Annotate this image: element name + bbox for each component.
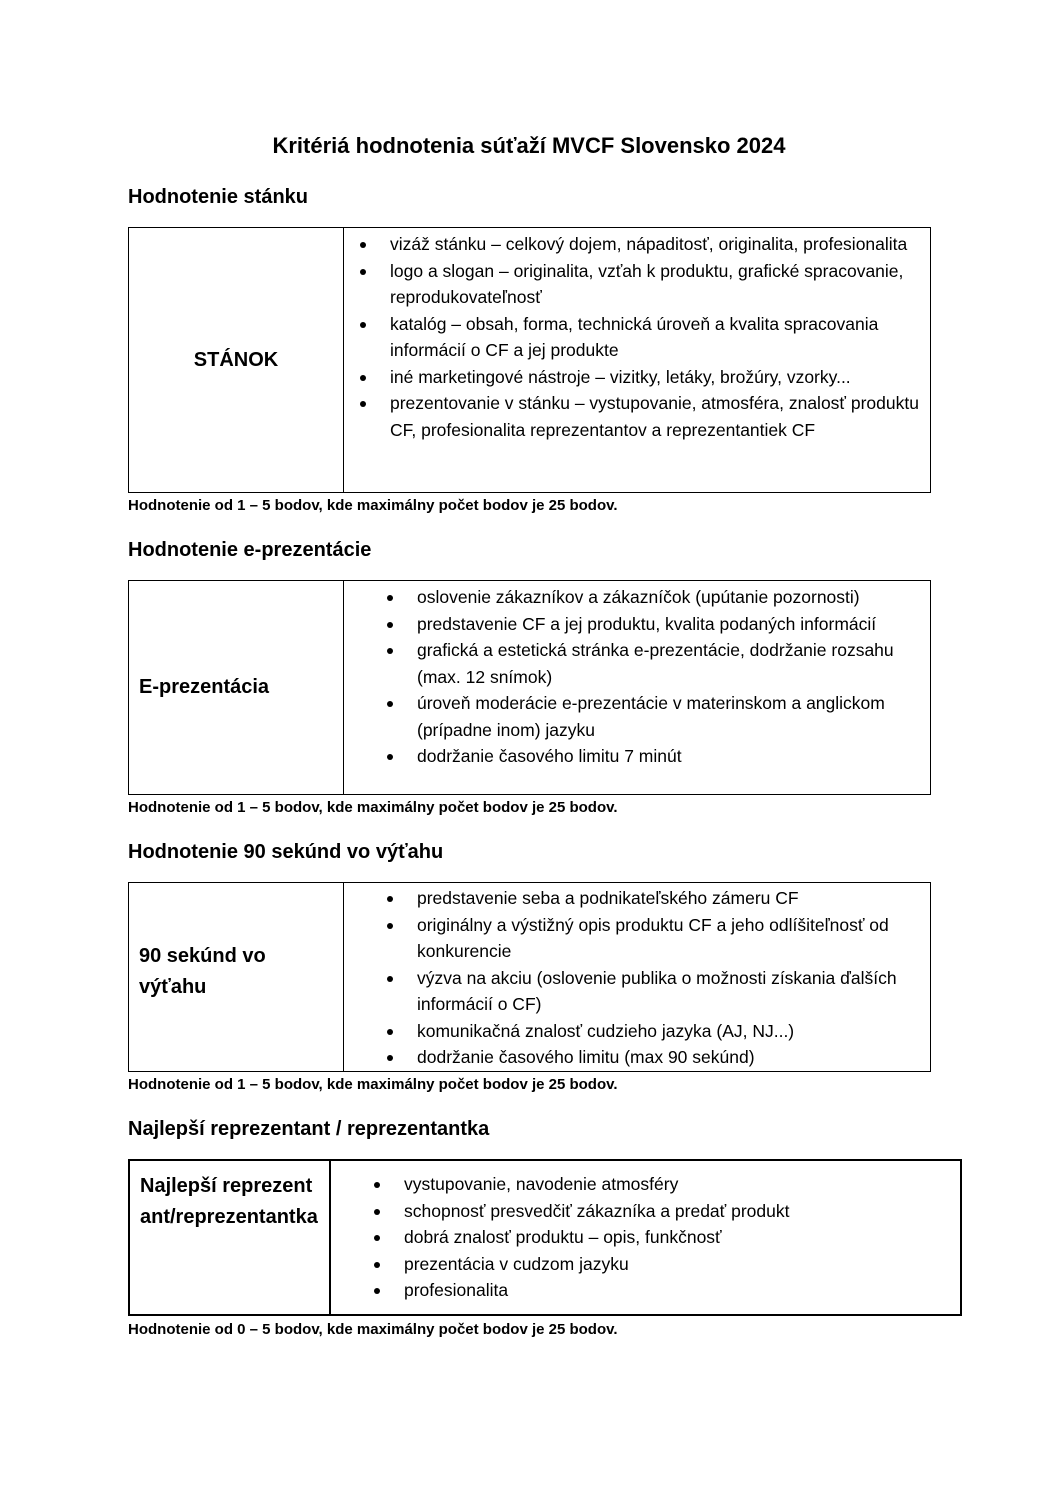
criteria-item: dodržanie časového limitu 7 minút: [417, 743, 920, 770]
criteria-item: katalóg – obsah, forma, technická úroveň a kvalita spracovania informácií o CF a jej produkte: [390, 311, 920, 364]
page-title: Kritériá hodnotenia súťaží MVCF Slovensko 2024: [272, 133, 786, 158]
criteria-label: STÁNOK: [193, 348, 279, 371]
criteria-item: dodržanie časového limitu (max 90 sekúnd): [417, 1044, 920, 1071]
criteria-list-cell: [344, 228, 930, 492]
criteria-item: vystupovanie, navodenie atmosféry: [404, 1171, 950, 1198]
criteria-list-cell: [331, 1161, 960, 1314]
criteria-list-cell: [344, 883, 930, 1071]
criteria-label: E-prezentácia: [139, 676, 270, 698]
criteria-table-elevator-pitch: [128, 882, 931, 1072]
section-heading-elevator-pitch: Hodnotenie 90 sekúnd vo výťahu: [128, 841, 444, 863]
criteria-item: dobrá znalosť produktu – opis, funkčnosť: [404, 1224, 950, 1251]
criteria-item: oslovenie zákazníkov a zákazníčok (upútanie pozornosti): [417, 584, 920, 611]
criteria-label: Najlepší reprezentant/reprezentantka: [140, 1175, 318, 1228]
scoring-note: Hodnotenie od 1 – 5 bodov, kde maximálny počet bodov je 25 bodov.: [128, 1076, 618, 1093]
criteria-list: [404, 1171, 950, 1304]
criteria-table-e-presentation: [128, 580, 931, 795]
criteria-item: predstavenie seba a podnikateľského zámeru CF: [417, 885, 920, 912]
criteria-item: originálny a výstižný opis produktu CF a jeho odlíšiteľnosť od konkurencie: [417, 912, 920, 965]
criteria-item: komunikačná znalosť cudzieho jazyka (AJ, NJ...): [417, 1018, 920, 1045]
criteria-label-cell: [129, 883, 344, 1071]
criteria-item: iné marketingové nástroje – vizitky, letáky, brožúry, vzorky...: [390, 364, 920, 391]
section-heading-e-presentation: Hodnotenie e-prezentácie: [128, 539, 372, 561]
scoring-note: Hodnotenie od 1 – 5 bodov, kde maximálny počet bodov je 25 bodov.: [128, 497, 618, 514]
criteria-item: schopnosť presvedčiť zákazníka a predať produkt: [404, 1198, 950, 1225]
criteria-label-cell: [130, 1161, 331, 1314]
criteria-item: prezentácia v cudzom jazyku: [404, 1251, 950, 1278]
criteria-list: [417, 885, 920, 1071]
criteria-table-best-representative: [128, 1159, 962, 1316]
criteria-label-cell: [129, 228, 344, 492]
criteria-label: 90 sekúnd vo výťahu: [139, 945, 266, 998]
criteria-item: prezentovanie v stánku – vystupovanie, atmosféra, znalosť produktu CF, profesionalita reprezentantov a reprezentantiek CF: [390, 390, 920, 443]
section-heading-best-representative: Najlepší reprezentant / reprezentantka: [128, 1118, 490, 1140]
criteria-item: predstavenie CF a jej produktu, kvalita podaných informácií: [417, 611, 920, 638]
criteria-item: profesionalita: [404, 1277, 950, 1304]
criteria-list-cell: [344, 581, 930, 794]
section-heading-booth: Hodnotenie stánku: [128, 186, 309, 208]
scoring-note: Hodnotenie od 0 – 5 bodov, kde maximálny počet bodov je 25 bodov.: [128, 1321, 618, 1338]
scoring-note: Hodnotenie od 1 – 5 bodov, kde maximálny počet bodov je 25 bodov.: [128, 799, 618, 816]
criteria-list: [417, 584, 920, 770]
criteria-label-cell: [129, 581, 344, 794]
criteria-item: úroveň moderácie e-prezentácie v materinskom a anglickom (prípadne inom) jazyku: [417, 690, 920, 743]
criteria-item: vizáž stánku – celkový dojem, nápaditosť, originalita, profesionalita: [390, 231, 920, 258]
criteria-list: [390, 231, 920, 443]
criteria-item: grafická a estetická stránka e-prezentácie, dodržanie rozsahu (max. 12 snímok): [417, 637, 920, 690]
criteria-table-booth: [128, 227, 931, 493]
criteria-item: výzva na akciu (oslovenie publika o možnosti získania ďalších informácií o CF): [417, 965, 920, 1018]
criteria-item: logo a slogan – originalita, vzťah k produktu, grafické spracovanie, reprodukovateľnosť: [390, 258, 920, 311]
